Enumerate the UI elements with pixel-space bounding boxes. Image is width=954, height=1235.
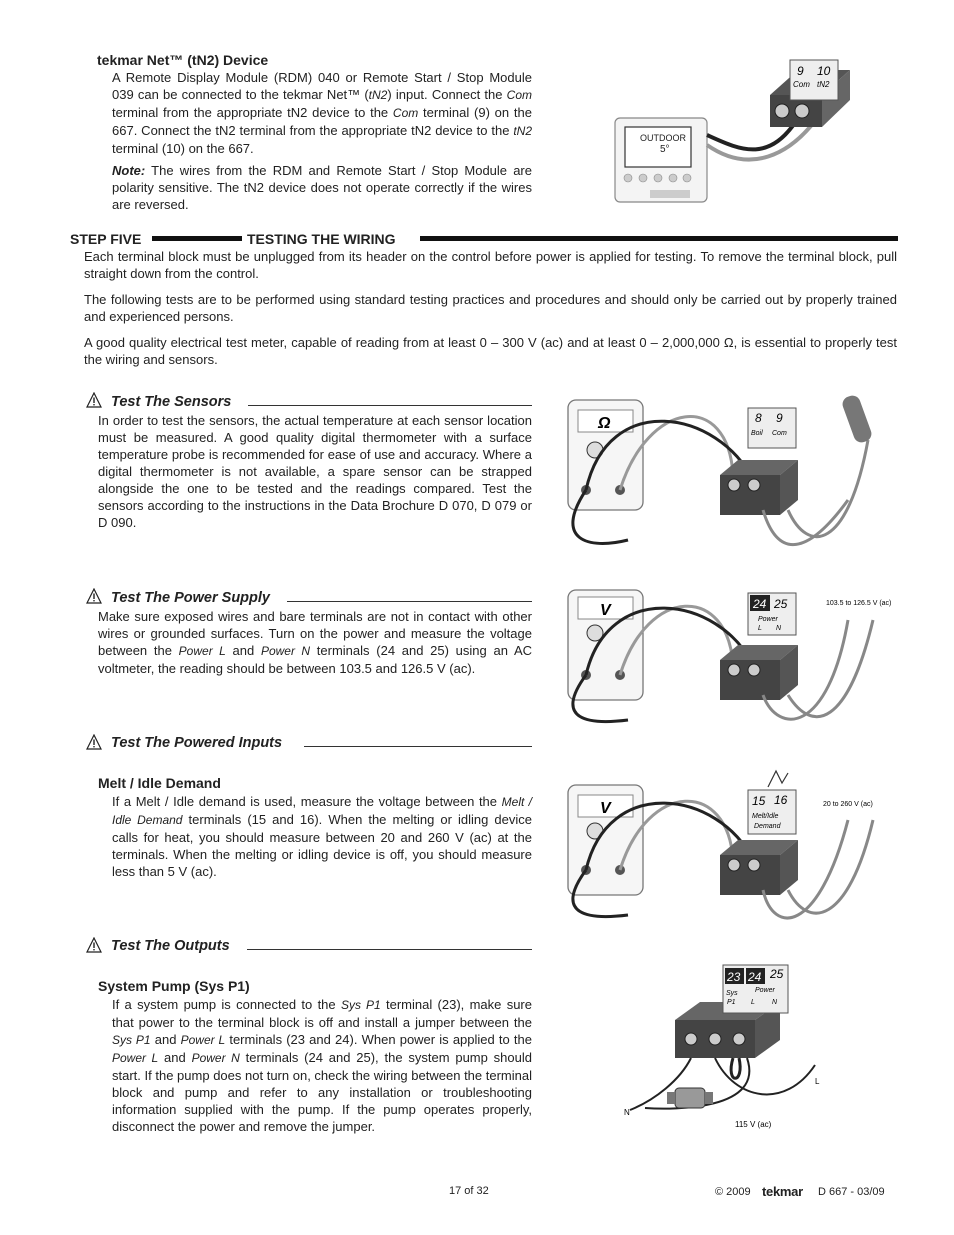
sensor-probe	[840, 393, 873, 444]
terminal-8-label: 8	[755, 411, 762, 425]
tn2-wiring-illustration	[610, 55, 870, 210]
l-label: L	[751, 999, 755, 1006]
pump-text-e: and	[158, 1050, 192, 1065]
pump-text-c: and	[150, 1032, 181, 1047]
melt-idle-subheading: Melt / Idle Demand	[98, 775, 221, 791]
terminal-9-label: 9	[797, 64, 804, 78]
com-term-ref: Com	[506, 88, 533, 102]
l-label: L	[758, 625, 762, 632]
page-number: 17 of 32	[449, 1185, 489, 1197]
power-label: Power	[755, 987, 775, 994]
melt-idle-text	[112, 793, 532, 880]
powered-inputs-heading: Test The Powered Inputs	[111, 735, 283, 751]
flame-icon	[768, 771, 788, 787]
tekmar-logo: tekmar	[762, 1184, 803, 1199]
terminal-24-label: 24	[748, 970, 762, 984]
powered-inputs-rule	[304, 746, 532, 747]
tn2-text-a: A Remote Display Module (RDM) 040 or Remote Start / Stop Module 039 can be connected to the tekmar Net™ (	[112, 70, 532, 102]
terminal-24-label: 24	[753, 597, 767, 611]
warning-icon	[86, 392, 102, 408]
com-term-ref-2: Com	[392, 106, 419, 120]
power-text-c: terminals (24 and 25) using an AC voltmeter, the reading should be between 103.5 and 126.5 V (ac).	[98, 643, 533, 676]
step-paragraph-2: The following tests are to be performed using standard testing practices and procedures and should only be carried out by properly trained and experienced persons.	[84, 292, 897, 324]
wire-l-label: L	[815, 1077, 820, 1086]
boil-label: Boil	[751, 430, 763, 437]
pump-text-b: terminal (23), make sure that power to the terminal block is off and install a jumper between the	[112, 997, 532, 1030]
system-pump-text	[112, 996, 532, 1135]
n-label: N	[772, 999, 778, 1006]
note-label: Note:	[112, 163, 146, 178]
terminal-16-label: 16	[774, 793, 788, 807]
system-pump-illustration	[615, 960, 855, 1135]
tn2-text-b: ) input. Connect the	[387, 87, 507, 102]
tn2-label: tN2	[817, 80, 830, 89]
n-label: N	[776, 625, 782, 632]
terminal-25-label: 25	[770, 967, 784, 981]
com-label: Com	[793, 80, 810, 89]
sensor-test-illustration	[548, 380, 908, 560]
terminal-15-label: 15	[752, 794, 766, 808]
power-n-ref: Power N	[260, 644, 311, 658]
sensors-heading: Test The Sensors	[111, 394, 232, 410]
p1-label: P1	[727, 999, 736, 1006]
meter-volt-symbol: V	[600, 800, 611, 817]
power-rule	[287, 601, 532, 602]
power-l-ref: Power L	[180, 1033, 226, 1047]
power-heading: Test The Power Supply	[111, 590, 270, 606]
power-label: Power	[758, 616, 778, 623]
rdm-display-value: 5°	[660, 144, 670, 155]
warning-icon	[86, 937, 102, 953]
tn2-paragraph	[112, 69, 532, 157]
sensors-text: In order to test the sensors, the actual temperature at each sensor location must be measured. A good quality digital thermometer with a surface temperature probe is recommended for ease of use and accuracy. Where a digital thermometer is not available, a spare sensor can be strapped alongside the one to be tested and the readings compared. Test the sensors according to the instructions in the Data Brochure D 070, D 079 or D 090.	[98, 413, 532, 530]
melt-idle-label: Melt/Idle	[752, 813, 779, 820]
power-text-a: Make sure exposed wires and bare terminals are not in contact with other wires or grounded surfaces. Turn on the power and measure the voltage between the	[98, 609, 532, 658]
outputs-rule	[247, 949, 532, 950]
pump-text-a: If a system pump is connected to the	[112, 997, 341, 1012]
terminal-23-label: 23	[727, 970, 741, 984]
tn2-note	[112, 162, 532, 213]
power-l-ref: Power L	[178, 644, 226, 658]
terminal-25-label: 25	[774, 597, 788, 611]
tn2-term-ref-2: tN2	[513, 124, 532, 138]
wire-n-label: N	[624, 1108, 630, 1117]
terminal-10-label: 10	[817, 64, 831, 78]
outputs-heading: Test The Outputs	[111, 938, 230, 954]
warning-icon	[86, 734, 102, 750]
tn2-heading: tekmar Net™ (tN2) Device	[97, 52, 269, 68]
step-rule-2	[420, 236, 898, 241]
step-title: TESTING THE WIRING	[247, 231, 396, 247]
melt-text-a: If a Melt / Idle demand is used, measure the voltage between the	[112, 794, 502, 809]
system-pump	[675, 1088, 705, 1108]
power-reading: 103.5 to 126.5 V (ac)	[826, 600, 892, 607]
pump-text-d: terminals (23 and 24). When power is applied to the	[225, 1032, 532, 1047]
demand-label: Demand	[754, 823, 781, 830]
sys-p1-ref: Sys P1	[340, 998, 381, 1012]
power-text	[98, 608, 532, 677]
meter-ohm-symbol: Ω	[598, 415, 611, 432]
melt-text-b: terminals (15 and 16). When the melting or idling device calls for heat, you should measure between 20 and 260 V (ac) at the terminals. When the melting or idling device is off, you should measure less than 5 V (ac).	[112, 812, 532, 879]
pump-text-f: terminals (24 and 25), the system pump should start. If the pump does not turn on, check the wiring between the terminal block and pump and refer to any installation or troubleshooting information supplied with the pump. If the pump operates properly, disconnect the power and remove the jumper.	[112, 1050, 532, 1134]
power-text-b: and	[225, 643, 261, 658]
step-rule-1	[152, 236, 242, 241]
com-label: Com	[772, 430, 787, 437]
step-label: STEP FIVE	[70, 231, 145, 247]
power-l-ref-2: Power L	[112, 1051, 159, 1065]
system-pump-subheading: System Pump (Sys P1)	[98, 978, 250, 994]
tn2-text-e: terminal (10) on the 667.	[112, 141, 254, 156]
rdm-display-text: OUTDOOR	[640, 133, 686, 143]
copyright: © 2009	[715, 1186, 751, 1198]
step-paragraph-3: A good quality electrical test meter, capable of reading from at least 0 – 300 V (ac) and at least 0 – 2,000,000 Ω, is essential to properly test the wiring and sensors.	[84, 335, 897, 367]
rdm-logo-plate	[650, 190, 690, 198]
tn2-text-d: terminal (9) on the 667. Connect the tN2 terminal from the appropriate tN2 device to the	[112, 105, 532, 138]
note-text: The wires from the RDM and Remote Start / Stop Module are polarity sensitive. The tN2 device does not operate correctly if the wires are reversed.	[112, 163, 532, 212]
pump-reading: 115 V (ac)	[735, 1120, 772, 1129]
sys-label: Sys	[726, 990, 738, 997]
tn2-term-ref: tN2	[368, 88, 388, 102]
warning-icon	[86, 588, 102, 604]
step-paragraph-1: Each terminal block must be unplugged from its header on the control before power is applied for testing. To remove the terminal block, pull straight down from the control.	[84, 249, 897, 281]
document-code: D 667 - 03/09	[818, 1186, 885, 1198]
power-test-illustration	[548, 585, 908, 725]
meter-volt-symbol: V	[600, 602, 611, 619]
jumper-wire	[731, 1058, 740, 1078]
power-n-ref: Power N	[191, 1051, 240, 1065]
melt-idle-ref: Melt / Idle Demand	[112, 795, 533, 827]
melt-reading: 20 to 260 V (ac)	[823, 801, 873, 808]
terminal-9-label: 9	[776, 411, 783, 425]
sensors-rule	[248, 405, 532, 406]
sys-p1-ref-2: Sys P1	[112, 1033, 151, 1047]
tn2-text-c: terminal from the appropriate tN2 device to the	[112, 105, 393, 120]
melt-idle-test-illustration	[548, 765, 908, 925]
